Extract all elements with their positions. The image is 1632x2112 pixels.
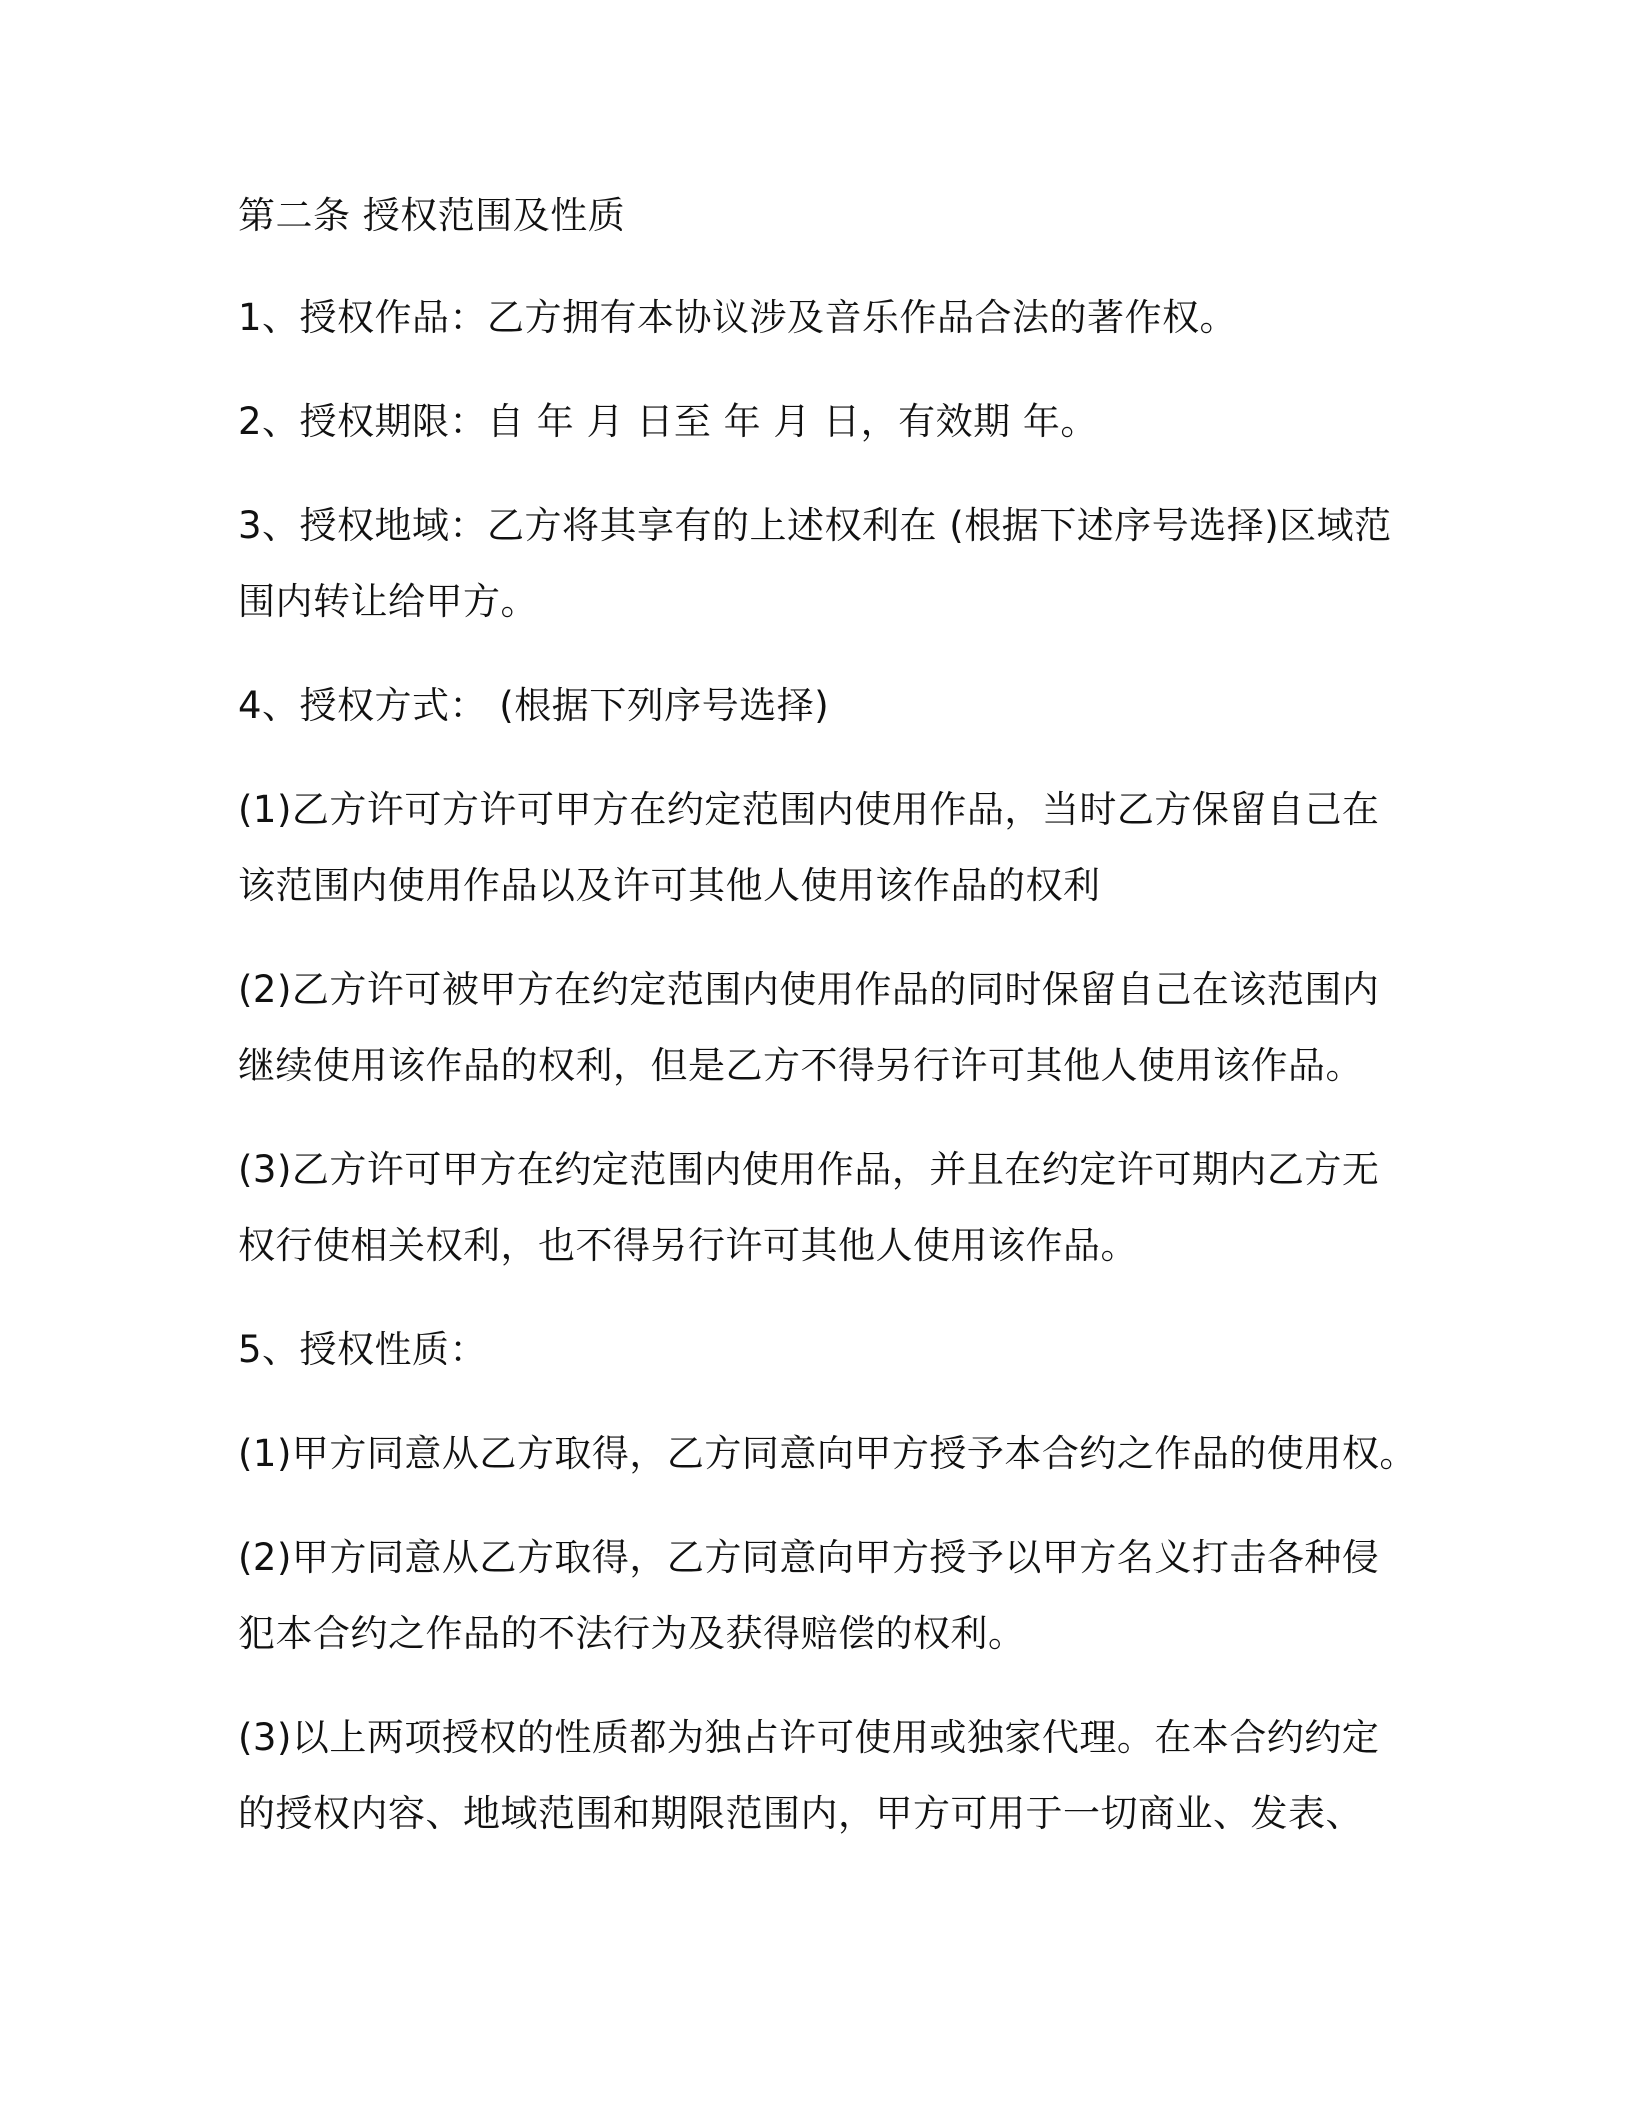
clause-3-territory-line-2: 围内转让给甲方。 [238, 580, 538, 623]
clause-4-option-2-line-1: (2)乙方许可被甲方在约定范围内使用作品的同时保留自己在该范围内 [238, 968, 1380, 1011]
clause-4-option-2-line-2: 继续使用该作品的权利，但是乙方不得另行许可其他人使用该作品。 [238, 1044, 1363, 1087]
section-heading: 第二条 授权范围及性质 [238, 194, 626, 237]
clause-5-item-2-line-2: 犯本合约之作品的不法行为及获得赔偿的权利。 [238, 1612, 1026, 1655]
clause-4-method: 4、授权方式： (根据下列序号选择) [238, 684, 830, 727]
clause-5-item-1: (1)甲方同意从乙方取得，乙方同意向甲方授予本合约之作品的使用权。 [238, 1432, 1417, 1475]
clause-5-item-2-line-1: (2)甲方同意从乙方取得，乙方同意向甲方授予以甲方名义打击各种侵 [238, 1536, 1380, 1579]
clause-5-item-3-line-1: (3)以上两项授权的性质都为独占许可使用或独家代理。在本合约约定 [238, 1716, 1380, 1759]
clause-5-item-3-line-2: 的授权内容、地域范围和期限范围内，甲方可用于一切商业、发表、 [238, 1792, 1363, 1835]
clause-5-nature: 5、授权性质： [238, 1328, 488, 1371]
clause-4-option-1-line-1: (1)乙方许可方许可甲方在约定范围内使用作品，当时乙方保留自己在 [238, 788, 1380, 831]
clause-2-authorization-period: 2、授权期限：自 年 月 日至 年 月 日，有效期 年。 [238, 400, 1098, 443]
clause-4-option-3-line-2: 权行使相关权利，也不得另行许可其他人使用该作品。 [238, 1224, 1138, 1267]
clause-4-option-1-line-2: 该范围内使用作品以及许可其他人使用该作品的权利 [238, 864, 1101, 907]
clause-3-territory-line-1: 3、授权地域：乙方将其享有的上述权利在 (根据下述序号选择)区域范 [238, 504, 1392, 547]
clause-1-authorized-work: 1、授权作品：乙方拥有本协议涉及音乐作品合法的著作权。 [238, 296, 1238, 339]
clause-4-option-3-line-1: (3)乙方许可甲方在约定范围内使用作品，并且在约定许可期内乙方无 [238, 1148, 1380, 1191]
